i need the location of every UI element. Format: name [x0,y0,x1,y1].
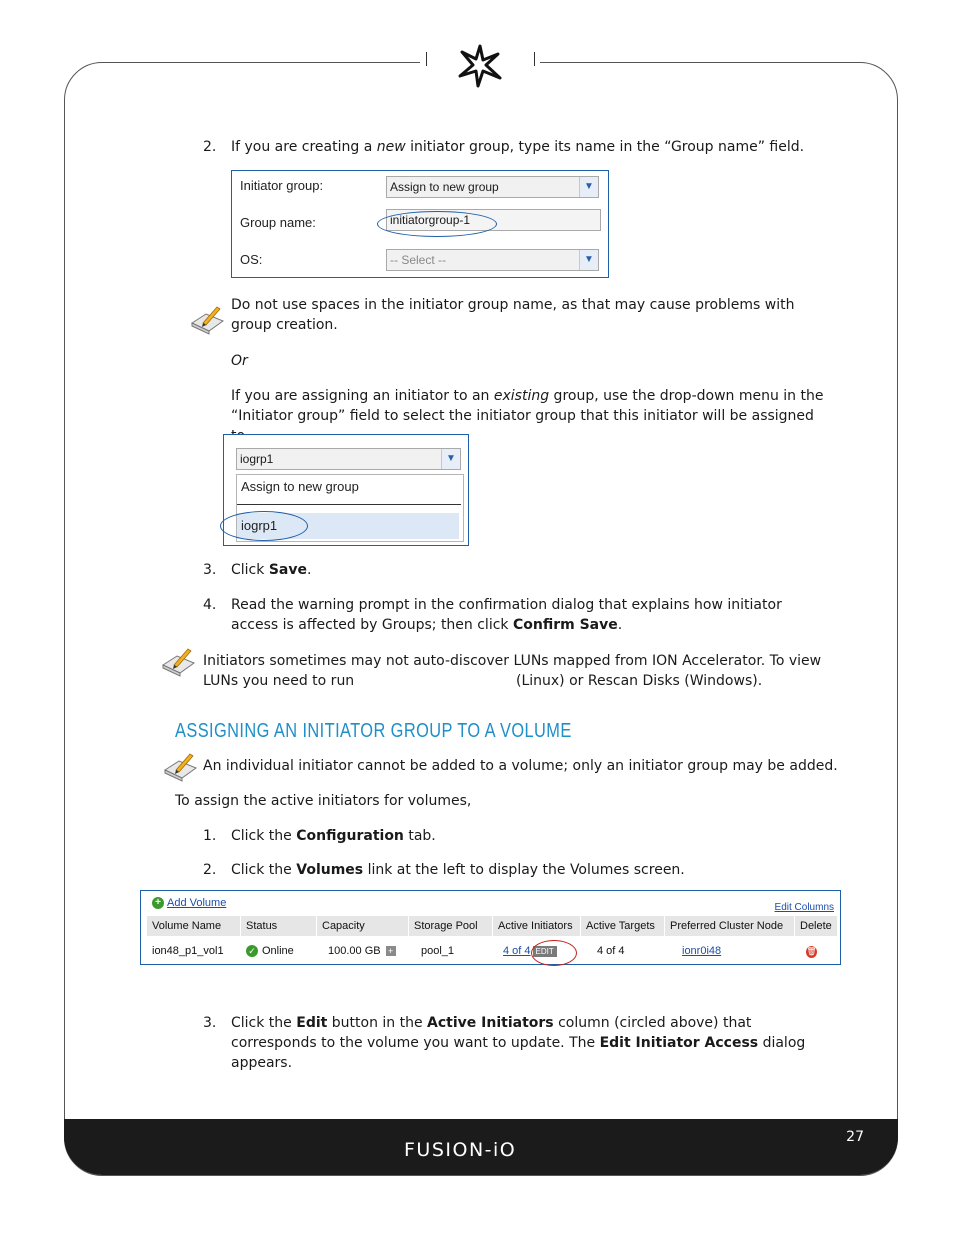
initiator-group-label: Initiator group: [240,178,324,193]
step-3-text: Click Save. [231,562,312,578]
column-header[interactable]: Delete [795,916,838,936]
initiator-dropdown-screenshot [223,434,469,546]
volumes-table-screenshot [140,890,841,965]
chevron-down-icon: ▼ [579,250,598,270]
step-number: 4. [203,597,217,613]
dropdown-option[interactable]: Assign to new group [241,479,359,494]
note-luns-line1: Initiators sometimes may not auto-discover LUNs mapped from ION Accelerator. To view [203,653,822,669]
group-name-label: Group name: [240,215,316,230]
status-cell: ✓ Online [246,945,294,957]
step-number: 3. [203,1015,217,1031]
highlight-circle [220,511,308,541]
or-text: Or [231,353,248,369]
column-header[interactable]: Active Targets [581,916,665,936]
add-volume-link[interactable]: + Add Volume [152,897,226,909]
online-check-icon: ✓ [246,945,258,957]
note-volume-text: An individual initiator cannot be added to a volume; only an initiator group may be added. [203,758,838,774]
logo-area [420,40,540,90]
step-edit-text: Click the Edit button in the Active Initiators column (circled above) that corresponds to the volume you want to update. The Edit Initiator Access dialog appears. [231,1015,806,1071]
section-heading: ASSIGNING AN INITIATOR GROUP TO A VOLUME [175,720,572,742]
intro-text: To assign the active initiators for volumes, [175,793,472,809]
star-logo-icon [454,42,506,88]
dropdown-option[interactable]: iogrp1 [241,518,278,533]
edit-initiators-button[interactable]: EDIT [533,946,557,957]
highlight-circle [531,940,577,966]
expand-icon[interactable]: + [386,946,396,956]
capacity-cell: 100.00 GB + [328,945,396,957]
add-icon: + [152,897,164,909]
initiators-link[interactable]: 4 of 4 [503,945,531,957]
note-pencil-icon [162,752,198,782]
delete-icon[interactable]: 🗑 [806,947,817,956]
step-number: 3. [203,562,217,578]
initiator-group-select[interactable]: Assign to new group ▼ [386,176,599,198]
brand-logo: FUSION-iO [404,1139,517,1161]
page-footer [64,1119,898,1175]
preferred-node-link[interactable]: ionr0i48 [682,945,722,957]
os-label: OS: [240,252,263,267]
note-spaces-text: Do not use spaces in the initiator group name, as that may cause problems with group creation. [231,297,795,333]
group-name-input[interactable]: initiatorgroup-1 [386,209,601,231]
volume-name-cell: ion48_p1_vol1 [152,945,224,957]
step-config-text: Click the Configuration tab. [231,828,436,844]
edit-columns-link[interactable]: Edit Columns [774,902,834,913]
step-2-text: If you are creating a new initiator group, type its name in the “Group name” field. [231,139,805,155]
chevron-down-icon: ▼ [441,449,460,469]
column-header[interactable]: Preferred Cluster Node [665,916,795,936]
column-header[interactable]: Volume Name [147,916,241,936]
existing-group-text: If you are assigning an initiator to an existing group, use the drop-down menu in the “Initiator group” field to select the initiator group that this initiator will be assigned [231,388,824,424]
step-number: 2. [203,862,217,878]
note-pencil-icon [189,305,225,335]
active-targets-cell: 4 of 4 [597,945,625,957]
note-luns-line2b: (Linux) or Rescan Disks (Windows). [516,673,763,689]
highlight-circle [377,211,497,237]
page-number: 27 [846,1129,864,1145]
step-number: 2. [203,139,217,155]
chevron-down-icon: ▼ [579,177,598,197]
option-divider [237,504,461,505]
note-luns-line2a: LUNs you need to run [203,673,355,689]
note-pencil-icon [160,647,196,677]
step-4-text: Read the warning prompt in the confirmation dialog that explains how initiator access is affected by Groups; then click Confirm Save. [231,597,782,633]
storage-pool-cell: pool_1 [421,945,455,957]
column-header[interactable]: Storage Pool [409,916,493,936]
column-header[interactable]: Capacity [317,916,409,936]
os-select[interactable]: -- Select -- ▼ [386,249,599,271]
initiator-group-dropdown[interactable]: iogrp1 ▼ [236,448,461,470]
step-number: 1. [203,828,217,844]
initiator-form-screenshot [231,170,609,278]
delete-cell [806,945,817,958]
column-header[interactable]: Status [241,916,317,936]
step-volumes-text: Click the Volumes link at the left to display the Volumes screen. [231,862,685,878]
column-header[interactable]: Active Initiators [493,916,581,936]
